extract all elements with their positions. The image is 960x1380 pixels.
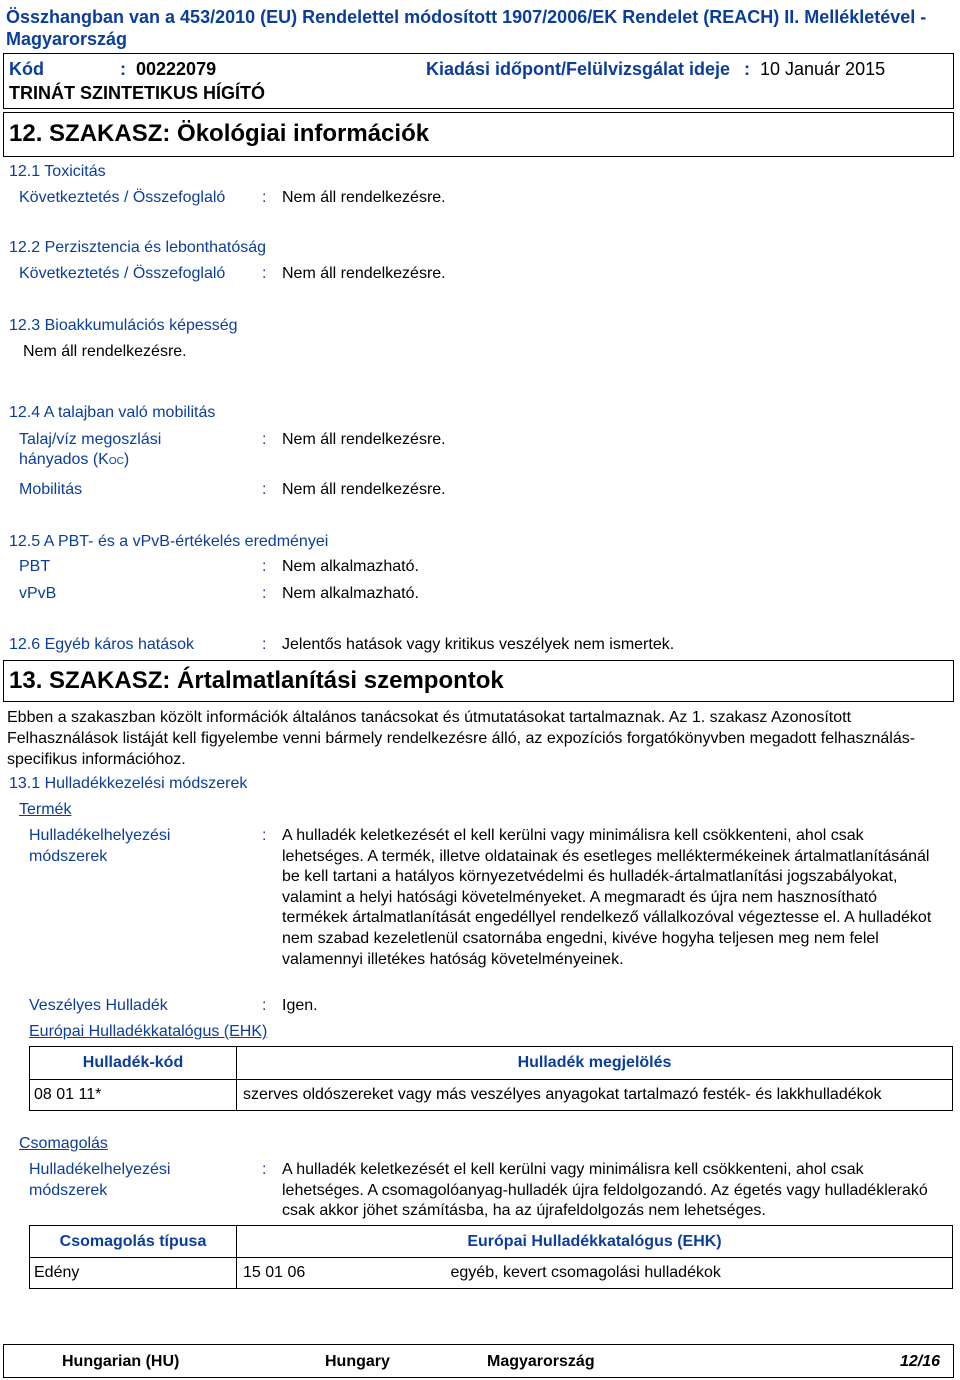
product-disposal-label-line2: módszerek <box>29 848 108 865</box>
bioaccumulation-value: Nem áll rendelkezésre. <box>23 343 187 360</box>
footer-country-local: Magyarország <box>487 1353 595 1370</box>
page-number: 12/16 <box>900 1353 941 1370</box>
persistence-summary-value: Nem áll rendelkezésre. <box>282 265 446 282</box>
code-label: Kód <box>9 59 44 79</box>
issue-date-separator: : <box>744 59 750 79</box>
koc-value: Nem áll rendelkezésre. <box>282 431 446 448</box>
koc-label-line1: Talaj/víz megoszlási <box>19 431 162 448</box>
waste-code-column-header: Hulladék-kód <box>30 1047 237 1080</box>
waste-code-cell: 08 01 11* <box>30 1080 237 1111</box>
packaging-heading: Csomagolás <box>19 1135 108 1152</box>
pbt-heading: 12.5 A PBT- és a vPvB-értékelés eredményei <box>9 533 329 550</box>
packaging-type-cell: Edény <box>30 1258 237 1289</box>
pbt-value: Nem alkalmazható. <box>282 558 419 575</box>
waste-designation-cell: szerves oldószereket vagy más veszélyes anyagokat tartalmazó festék- és lakkhulladékok <box>237 1080 953 1111</box>
pbt-label: PBT <box>19 558 51 575</box>
table-row <box>30 1080 953 1111</box>
packaging-disposal-text: A hulladék keletkezését el kell kerülni vagy minimálisra kell csökkenteni, ahol csak lehetséges. A csomagolóanyag-hulladék újra feldolgozandó. Az égetés vagy hulladéklerakó csak akkor jöhet számításba, ha az újrafeldolgozás nem lehetséges. <box>282 1161 928 1220</box>
koc-separator: : <box>262 431 267 448</box>
packaging-disposal-label-line1: Hulladékelhelyezési <box>29 1161 171 1178</box>
code-separator: : <box>120 59 126 79</box>
mobility-heading: 12.4 A talajban való mobilitás <box>9 404 216 421</box>
mobility-separator: : <box>262 481 267 498</box>
issue-date-label: Kiadási időpont/Felülvizsgálat ideje <box>426 59 731 79</box>
section-12-title: 12. SZAKASZ: Ökológiai információk <box>9 120 430 147</box>
other-effects-separator: : <box>262 636 267 653</box>
table-row <box>30 1258 953 1289</box>
product-heading: Termék <box>19 801 72 818</box>
vpvb-value: Nem alkalmazható. <box>282 585 419 602</box>
packaging-code-cell: 15 01 06 <box>237 1258 447 1289</box>
issue-date-value: 10 Január 2015 <box>760 59 886 79</box>
toxicity-separator: : <box>262 189 267 206</box>
hazardous-waste-value: Igen. <box>282 997 318 1014</box>
product-disposal-separator: : <box>262 827 267 844</box>
product-catalog-heading: Európai Hulladékkatalógus (EHK) <box>29 1023 268 1040</box>
disposal-intro: Ebben a szakaszban közölt információk általános tanácsokat és útmutatásokat tartalmaznak. Az 1. szakasz Azonosított Felhasználások listáját kell figyelembe venni bármely rendelkezésre álló, az expozíciós forgatókönyvben megadott felhasználás-specifikus információhoz. <box>7 709 916 768</box>
koc-label-line2: hányados (KOC) <box>19 451 130 468</box>
packaging-description-cell: egyéb, kevert csomagolási hulladékok <box>447 1258 953 1289</box>
waste-designation-column-header: Hulladék megjelölés <box>237 1047 953 1080</box>
pbt-separator: : <box>262 558 267 575</box>
other-effects-value: Jelentős hatások vagy kritikus veszélyek nem ismertek. <box>282 636 675 653</box>
hazardous-waste-label: Veszélyes Hulladék <box>29 997 168 1014</box>
section-13-title: 13. SZAKASZ: Ártalmatlanítási szempontok <box>9 667 504 694</box>
packaging-table <box>29 1225 953 1289</box>
persistence-separator: : <box>262 265 267 282</box>
toxicity-summary-label: Következtetés / Összefoglaló <box>19 189 226 206</box>
other-effects-heading: 12.6 Egyéb káros hatások <box>9 636 195 653</box>
bioaccumulation-heading: 12.3 Bioakkumulációs képesség <box>9 317 238 334</box>
toxicity-summary-value: Nem áll rendelkezésre. <box>282 189 446 206</box>
persistence-summary-label: Következtetés / Összefoglaló <box>19 265 226 282</box>
vpvb-separator: : <box>262 585 267 602</box>
product-waste-code-table <box>29 1046 953 1111</box>
regulation-title: Összhangban van a 453/2010 (EU) Rendelettel módosított 1907/2006/EK Rendelet (REACH) II. Mellékletével - Magyarország <box>6 7 927 49</box>
product-disposal-text: A hulladék keletkezését el kell kerülni vagy minimálisra kell csökkenteni, ahol csak lehetséges. A termék, illetve oldatainak és esetleges melléktermékeinek ártalmatlanításánál be kell tartani a hatályos környezetvédelmi és hulladék-ártalmatlanítási jogszabályokat, valamint a helyi hatósági követelményeket. A megmaradt és újra nem hasznosítható termékek ártalmatlanítását engedéllyel rendelkező vállalkozóval végeztesse el. A hulladékot nem szabad kezeletlenül csatornába engedni, kivéve hogyha teljesen meg nem felel valamennyi illetékes hatóság követelményeinek. <box>282 827 932 968</box>
vpvb-label: vPvB <box>19 585 57 602</box>
packaging-disposal-separator: : <box>262 1161 267 1178</box>
footer-language: Hungarian (HU) <box>62 1353 180 1370</box>
packaging-type-column-header: Csomagolás típusa <box>30 1226 237 1258</box>
hazardous-waste-separator: : <box>262 997 267 1014</box>
mobility-label: Mobilitás <box>19 481 83 498</box>
code-value: 00222079 <box>136 59 217 79</box>
persistence-heading: 12.2 Perzisztencia és lebonthatóság <box>9 239 267 256</box>
toxicity-heading: 12.1 Toxicitás <box>9 163 106 180</box>
footer-country: Hungary <box>325 1353 390 1370</box>
packaging-catalog-column-header: Európai Hulladékkatalógus (EHK) <box>237 1226 953 1258</box>
product-name: TRINÁT SZINTETIKUS HÍGÍTÓ <box>9 83 265 103</box>
mobility-value: Nem áll rendelkezésre. <box>282 481 446 498</box>
waste-methods-heading: 13.1 Hulladékkezelési módszerek <box>9 775 248 792</box>
packaging-disposal-label-line2: módszerek <box>29 1182 108 1199</box>
product-disposal-label-line1: Hulladékelhelyezési <box>29 827 171 844</box>
